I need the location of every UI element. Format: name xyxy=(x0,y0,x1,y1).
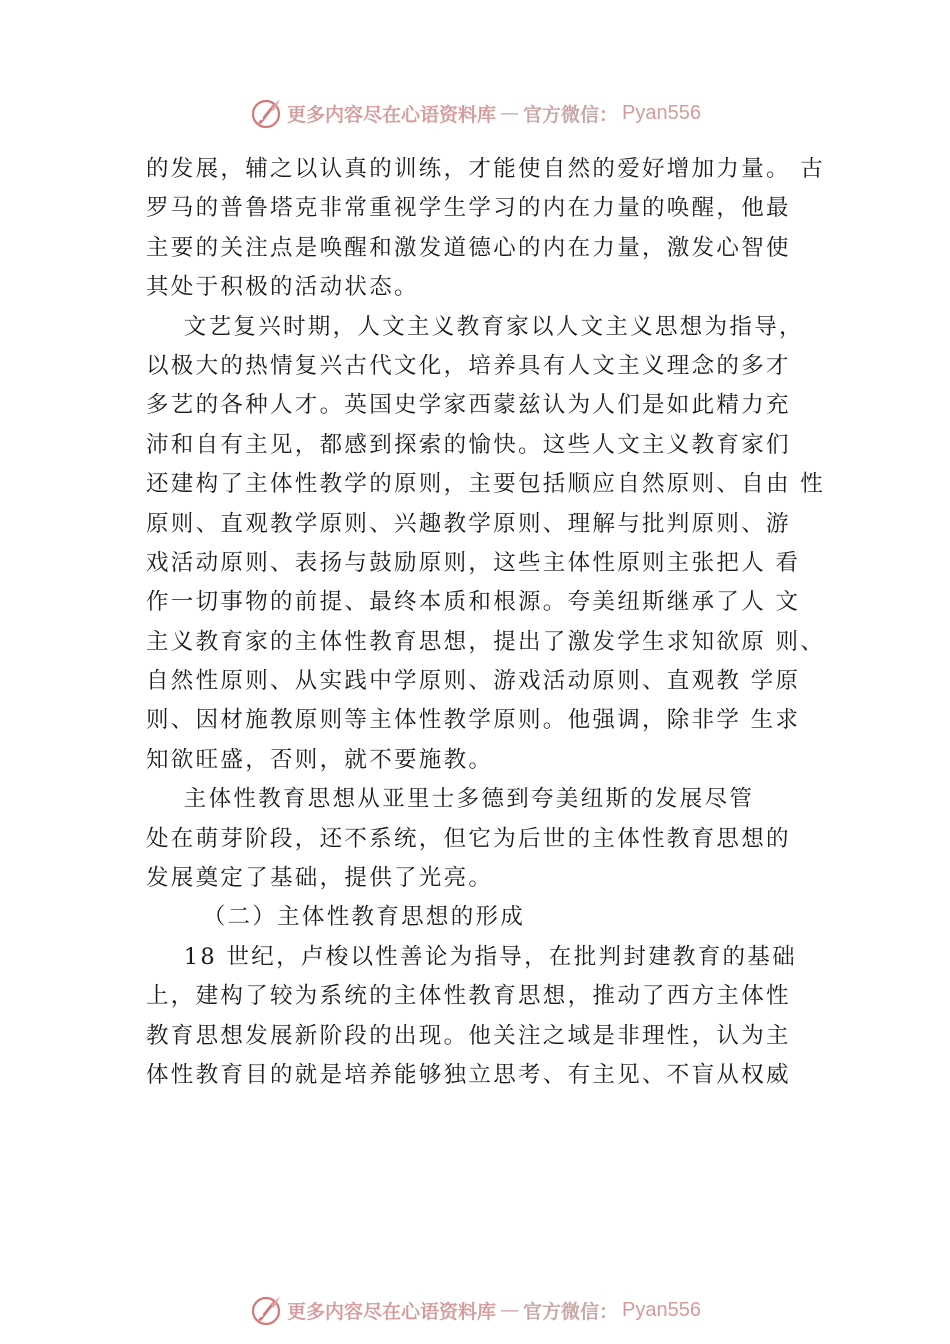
body-line: 罗马的普鲁塔克非常重视学生学习的内在力量的唤醒，他最 xyxy=(146,195,791,222)
body-line: 处在萌芽阶段，还不系统，但它为后世的主体性教育思想的 xyxy=(146,825,791,852)
body-line: 以极大的热情复兴古代文化，培养具有人文主义理念的多才 xyxy=(146,352,791,379)
footer-separator: — xyxy=(500,1299,520,1321)
body-line: 发展奠定了基础，提供了光亮。 xyxy=(146,865,494,892)
body-line: 上，建构了较为系统的主体性教育思想，推动了西方主体性 xyxy=(146,983,791,1010)
footer-wechat-id: Pyan556 xyxy=(622,1298,701,1321)
header-separator: — xyxy=(500,102,520,124)
footer-banner xyxy=(0,1290,950,1330)
header-wechat-id: Pyan556 xyxy=(622,101,701,124)
body-line: 知欲旺盛，否则，就不要施教。 xyxy=(146,746,494,773)
body-line: 沛和自有主见，都感到探索的愉快。这些人文主义教育家们 xyxy=(146,431,791,458)
footer-banner-inner xyxy=(249,1293,701,1327)
body-line: 主要的关注点是唤醒和激发道德心的内在力量，激发心智使 xyxy=(146,234,791,261)
body-line: 作一切事物的前提、最终本质和根源。夸美纽斯继承了人 文 xyxy=(146,589,801,616)
body-line: 戏活动原则、表扬与鼓励原则，这些主体性原则主张把人 看 xyxy=(146,549,801,576)
document-body xyxy=(146,150,836,1095)
quill-logo-icon xyxy=(249,96,283,130)
body-line: 教育思想发展新阶段的出现。他关注之域是非理性，认为主 xyxy=(146,1022,791,1049)
footer-wechat-label: 官方微信： xyxy=(523,1300,619,1323)
header-brand: 更多内容尽在心语资料库 xyxy=(287,103,497,126)
body-line: 原则、直观教学原则、兴趣教学原则、理解与批判原则、游 xyxy=(146,510,791,537)
body-line: 文艺复兴时期，人文主义教育家以人文主义思想为指导， xyxy=(146,313,804,340)
footer-brand: 更多内容尽在心语资料库 xyxy=(287,1300,497,1323)
body-line: 多艺的各种人才。英国史学家西蒙兹认为人们是如此精力充 xyxy=(146,392,791,419)
body-line: 的发展，辅之以认真的训练，才能使自然的爱好增加力量。 古 xyxy=(146,156,826,182)
body-line: 则、因材施教原则等主体性教学原则。他强调，除非学 生求 xyxy=(146,707,801,734)
header-banner xyxy=(0,93,950,133)
body-line: 还建构了主体性教学的原则，主要包括顺应自然原则、自由 性 xyxy=(146,471,826,498)
body-line: 主义教育家的主体性教育思想，提出了激发学生求知欲原 则、 xyxy=(146,628,826,655)
quill-logo-icon xyxy=(249,1293,283,1327)
header-wechat-label: 官方微信： xyxy=(523,103,619,126)
header-banner-inner xyxy=(249,96,701,130)
body-line: 18 世纪，卢梭以性善论为指导，在批判封建教育的基础 xyxy=(146,943,797,970)
section-heading: （二）主体性教育思想的形成 xyxy=(146,904,526,931)
body-line: 体性教育目的就是培养能够独立思考、有主见、不盲从权威 xyxy=(146,1061,791,1088)
body-line: 其处于积极的活动状态。 xyxy=(146,274,419,301)
body-line: 主体性教育思想从亚里士多德到夸美纽斯的发展尽管 xyxy=(146,786,755,813)
body-line: 自然性原则、从实践中学原则、游戏活动原则、直观教 学原 xyxy=(146,668,801,695)
